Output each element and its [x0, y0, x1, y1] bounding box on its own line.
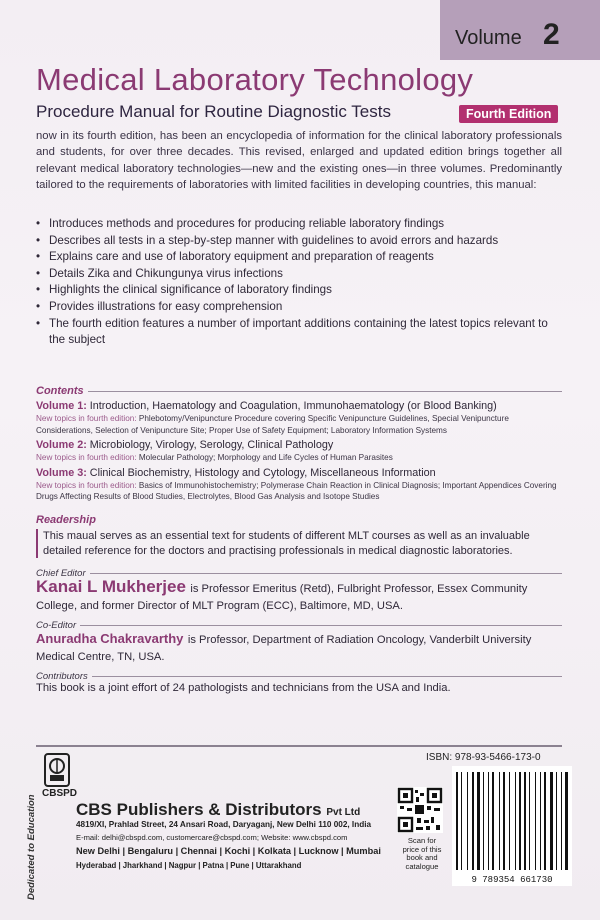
feature-list: [36, 216, 562, 349]
bullet-icon: •: [36, 266, 41, 280]
list-item: • Introduces methods and procedures for producing reliable laboratory findings: [36, 216, 562, 233]
list-item: • Highlights the clinical significance of laboratory findings: [36, 282, 562, 299]
intro-paragraph: now in its fourth edition, has been an encyclopedia of information for the clinical laboratory professionals and students, for over three decades. This revised, enlarged and updated edition brings together all relevant medical laboratory technologies—new and the existing ones—in three volumes. Predominantly tailored to the requirements of laboratories with limited facilities in developing countries, this manual:: [36, 130, 562, 192]
volume-1-entry: Volume 1: Introduction, Haematology and Coagulation, Immunohaematology (or Blood Banking): [36, 400, 497, 412]
volume-2-new-topics: New topics in fourth edition: Molecular Pathology; Morphology and Life Cycles of Human Parasites: [36, 453, 393, 462]
co-editor-entry: [36, 631, 562, 665]
volume-2-entry: Volume 2: Microbiology, Virology, Serology, Clinical Pathology: [36, 439, 334, 451]
readership-text: This maual serves as an essential text for students of different MLT courses as well as an invaluable detailed reference for the doctors and practising professionals in medical diagnostic laboratories.: [36, 529, 562, 558]
barcode-digits: 9 789354 661730: [471, 875, 553, 885]
book-subtitle: Procedure Manual for Routine Diagnostic Tests: [36, 102, 391, 121]
publisher-email: E-mail: delhi@cbspd.com, customercare@cbspd.com; Website: www.cbspd.com: [76, 833, 348, 842]
publisher-cities-other: Hyderabad | Jharkhand | Nagpur | Patna | Pune | Uttarakhand: [76, 861, 302, 870]
contents-heading: Contents: [36, 385, 84, 397]
contributors-role: Contributors: [36, 671, 88, 682]
publisher-address: 4819/XI, Prahlad Street, 24 Ansari Road, Daryaganj, New Delhi 110 002, India: [76, 820, 372, 829]
list-item: • Provides illustrations for easy comprehension: [36, 299, 562, 316]
co-editor-name: Anuradha Chakravarthy: [36, 631, 184, 646]
co-editor-role: Co-Editor: [36, 620, 77, 631]
chief-editor-name: Kanai L Mukherjee: [36, 577, 186, 596]
list-item: • Describes all tests in a step-by-step manner with guidelines to avoid errors and hazards: [36, 233, 562, 250]
volume-3-new-topics: New topics in fourth edition: Basics of Immunohistochemistry; Polymerase Chain Reaction in Clinical Diagnosis; Important Appendices Covering Drugs Affecting Results of Blood Studies, Electrolytes, Blood Gas Analysis and Isotope Studies: [36, 480, 557, 501]
volume-3-entry: Volume 3: Clinical Biochemistry, Histology and Cytology, Miscellaneous Information: [36, 466, 436, 479]
dedicated-tagline: Dedicated to Education: [26, 794, 37, 900]
divider: [88, 391, 562, 392]
bullet-icon: •: [36, 233, 41, 247]
list-item: • Details Zika and Chikungunya virus infections: [36, 266, 562, 283]
bullet-icon: •: [36, 283, 41, 297]
bullet-icon: •: [36, 250, 41, 264]
volume-number: 2: [543, 18, 560, 51]
chief-editor-desc: is Professor Emeritus (Retd), Fulbright Professor, Essex Community College, and former Director of MLT Program (ECC), Baltimore, MD, USA.: [36, 583, 528, 612]
list-item: • Explains care and use of laboratory equipment and preparation of reagents: [36, 249, 562, 266]
divider: [92, 676, 562, 677]
publisher-name: CBS Publishers & Distributors Pvt Ltd: [76, 800, 361, 819]
qr-code-icon[interactable]: [397, 787, 443, 833]
divider: [80, 625, 562, 626]
bottom-divider: [36, 745, 562, 747]
readership-section: [36, 514, 562, 694]
readership-heading: Readership: [36, 514, 96, 526]
book-title: Medical Laboratory Technology: [36, 62, 474, 97]
list-item: • The fourth edition features a number of important additions containing the latest topics relevant to the subject: [36, 316, 548, 347]
chief-editor-entry: [36, 579, 562, 614]
contributors-text: This book is a joint effort of 24 pathologists and technicians from the USA and India.: [36, 682, 451, 694]
barcode-icon: [452, 766, 572, 886]
publisher-cities-main: New Delhi | Bengaluru | Chennai | Kochi | Kolkata | Lucknow | Mumbai: [76, 846, 381, 856]
cbspd-logo-icon: [44, 753, 70, 787]
volume-label: Volume: [455, 27, 522, 49]
bullet-icon: •: [36, 316, 41, 330]
contents-section: [36, 385, 562, 503]
bullet-icon: •: [36, 217, 41, 230]
divider: [90, 573, 562, 574]
chief-editor-role: Chief Editor: [36, 568, 86, 579]
bullet-icon: •: [36, 299, 41, 313]
logo-text: CBSPD: [42, 788, 78, 799]
isbn-text: ISBN: 978-93-5466-173-0: [426, 752, 541, 763]
edition-badge: Fourth Edition: [459, 105, 558, 123]
volume-1-new-topics: New topics in fourth edition: Phlebotomy/Venipuncture Procedure covering Specific Venipuncture Guidelines, Special Venipuncture Considerations, Selection of Venipuncture Site; Proper Use of Safety Equipment; Laboratory Information Systems: [36, 414, 509, 435]
scan-instructions: Scan for price of this book and catalogue: [402, 836, 442, 871]
co-editor-desc: is Professor, Department of Radiation Oncology, Vanderbilt University Medical Centre, TN, USA.: [36, 634, 532, 663]
